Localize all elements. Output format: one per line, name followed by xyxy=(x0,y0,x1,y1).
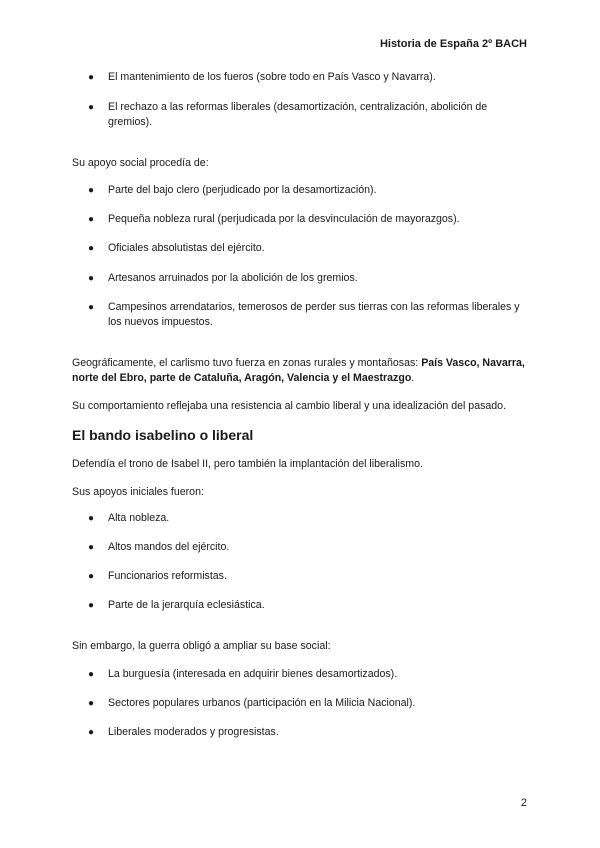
list-item: Campesinos arrendatarios, temerosos de perder sus tierras con las reformas liberales y los nuevos impuestos. xyxy=(108,301,520,328)
list-item: El mantenimiento de los fueros (sobre todo en País Vasco y Navarra). xyxy=(108,71,436,83)
bullet-icon: ● xyxy=(88,600,95,611)
bullet-icon: ● xyxy=(88,273,95,284)
list-item: Sectores populares urbanos (participación en la Milicia Nacional). xyxy=(108,697,416,709)
list-item: Oficiales absolutistas del ejército. xyxy=(108,242,265,254)
geo-regions: País Vasco, Navarra, norte del Ebro, parte de Cataluña, Aragón, Valencia y el Maestrazgo xyxy=(72,357,525,384)
geo-text: Geográficamente, el carlismo tuvo fuerza en zonas rurales y montañosas: xyxy=(72,357,422,369)
bullet-icon: ● xyxy=(88,571,95,582)
bullet-icon: ● xyxy=(88,214,95,225)
list-item: Funcionarios reformistas. xyxy=(108,570,227,582)
list-item: Parte del bajo clero (perjudicado por la desamortización). xyxy=(108,184,377,196)
list-item: Liberales moderados y progresistas. xyxy=(108,726,279,738)
list-item: Artesanos arruinados por la abolición de los gremios. xyxy=(108,272,358,284)
bullet-icon: ● xyxy=(88,698,95,709)
page-header: Historia de España 2º BACH xyxy=(379,38,527,50)
bullet-icon: ● xyxy=(88,72,95,83)
geo-end: . xyxy=(411,372,415,384)
bullet-icon: ● xyxy=(88,542,95,553)
bullet-icon: ● xyxy=(88,727,95,738)
bullet-icon: ● xyxy=(88,302,95,313)
paragraph-apoyo-social: Su apoyo social procedía de: xyxy=(72,157,209,169)
list-item: El rechazo a las reformas liberales (desamortización, centralización, abolición de gremios). xyxy=(108,101,488,128)
bullet-icon: ● xyxy=(88,669,95,680)
list-item: Pequeña nobleza rural (perjudicada por la desvinculación de mayorazgos). xyxy=(108,213,460,225)
list-item: Parte de la jerarquía eclesiástica. xyxy=(108,599,265,611)
page-number: 2 xyxy=(520,797,527,809)
section-heading: El bando isabelino o liberal xyxy=(72,427,254,443)
bullet-icon: ● xyxy=(88,102,95,113)
list-item: Alta nobleza. xyxy=(108,512,170,524)
paragraph-geografia xyxy=(72,356,528,386)
bullet-icon: ● xyxy=(88,185,95,196)
paragraph-comportamiento: Su comportamiento reflejaba una resistencia al cambio liberal y una idealización del pasado. xyxy=(72,400,507,412)
list-item: La burguesía (interesada en adquirir bienes desamortizados). xyxy=(108,668,398,680)
paragraph-defendia: Defendía el trono de Isabel II, pero también la implantación del liberalismo. xyxy=(72,458,423,470)
bullet-icon: ● xyxy=(88,513,95,524)
list-item: Altos mandos del ejército. xyxy=(108,541,230,553)
paragraph-sin-embargo: Sin embargo, la guerra obligó a ampliar su base social: xyxy=(72,640,331,652)
bullet-icon: ● xyxy=(88,243,95,254)
paragraph-apoyos-iniciales: Sus apoyos iniciales fueron: xyxy=(72,486,204,498)
